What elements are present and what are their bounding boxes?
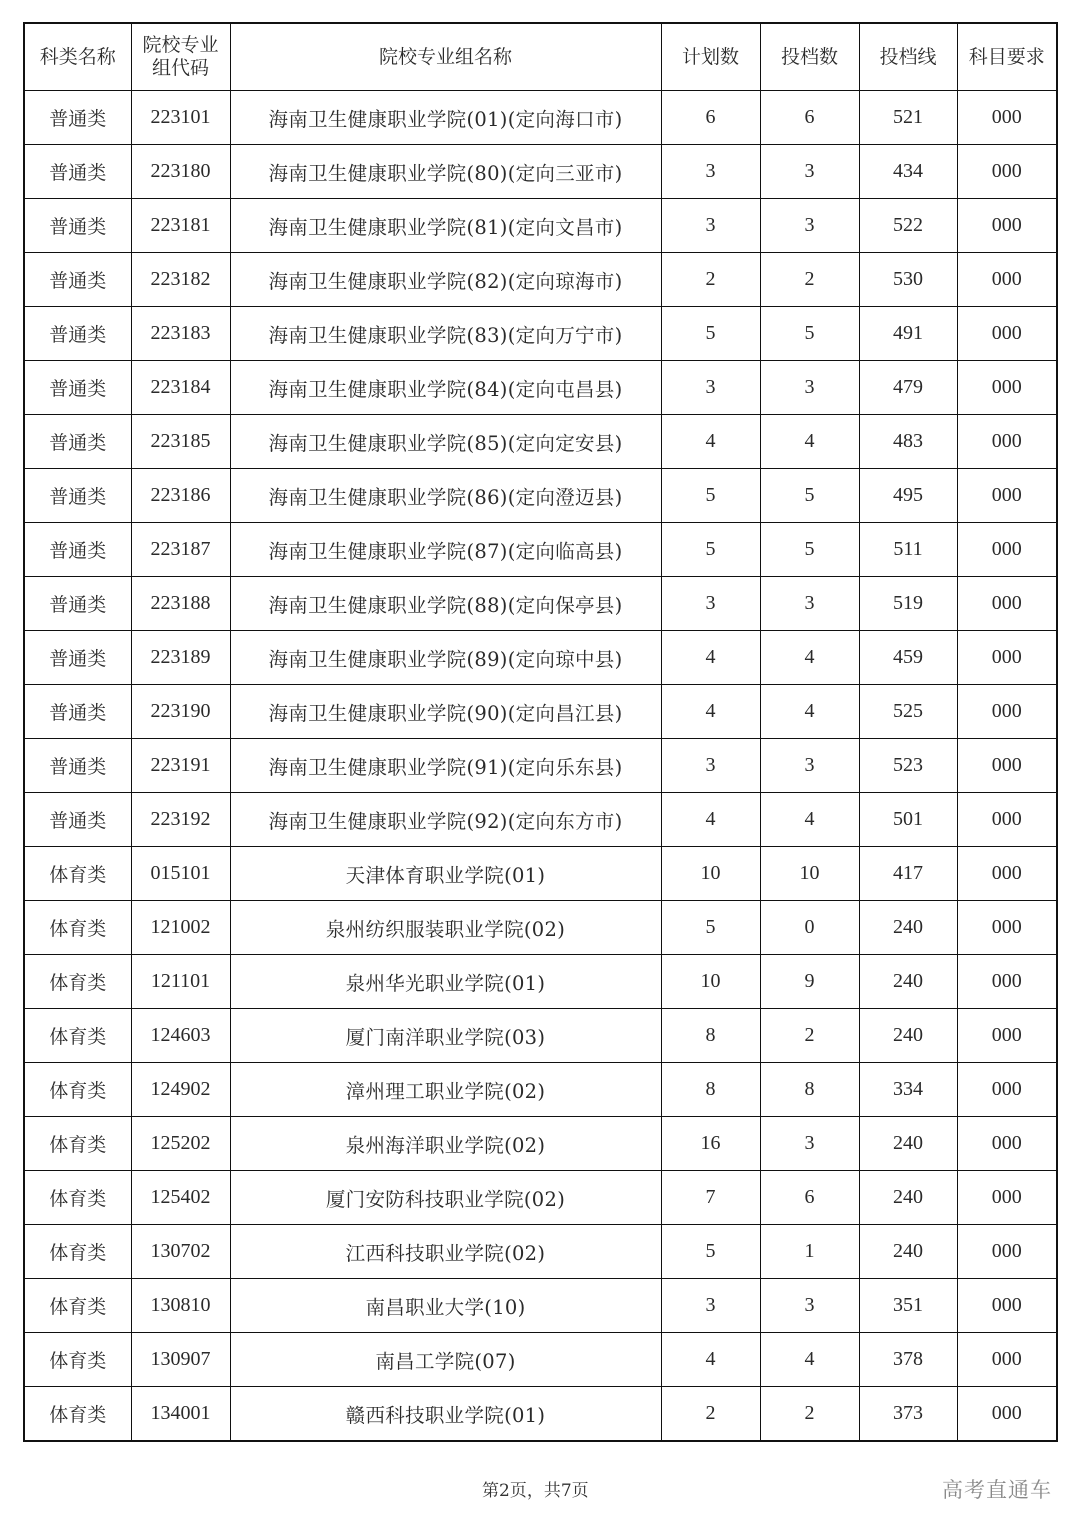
subject-requirement-cell: 000	[957, 91, 1057, 145]
filed-count-cell: 4	[760, 1333, 859, 1387]
cutoff-score-cell: 530	[859, 253, 957, 307]
table-row	[24, 145, 1057, 199]
plan-count-cell: 3	[661, 739, 760, 793]
filed-count-cell: 0	[760, 901, 859, 955]
table-row	[24, 415, 1057, 469]
table-row	[24, 901, 1057, 955]
group-code-cell: 223181	[131, 199, 230, 253]
filed-count-cell: 4	[760, 631, 859, 685]
subject-requirement-cell: 000	[957, 1225, 1057, 1279]
plan-count-cell: 2	[661, 1387, 760, 1442]
group-code-cell: 015101	[131, 847, 230, 901]
cutoff-score-cell: 521	[859, 91, 957, 145]
filed-count-cell: 3	[760, 739, 859, 793]
table-row	[24, 1171, 1057, 1225]
category-cell: 体育类	[24, 901, 131, 955]
table-row	[24, 1333, 1057, 1387]
group-code-cell: 223188	[131, 577, 230, 631]
header-subject-requirement: 科目要求	[957, 23, 1057, 91]
subject-requirement-cell: 000	[957, 199, 1057, 253]
table-row	[24, 1063, 1057, 1117]
table-row	[24, 253, 1057, 307]
plan-count-cell: 4	[661, 415, 760, 469]
group-name-cell: 赣西科技职业学院(01)	[230, 1387, 661, 1442]
category-cell: 体育类	[24, 1387, 131, 1442]
category-cell: 普通类	[24, 793, 131, 847]
cutoff-score-cell: 491	[859, 307, 957, 361]
cutoff-score-cell: 495	[859, 469, 957, 523]
plan-count-cell: 3	[661, 145, 760, 199]
group-code-cell: 130810	[131, 1279, 230, 1333]
subject-requirement-cell: 000	[957, 253, 1057, 307]
subject-requirement-cell: 000	[957, 685, 1057, 739]
table-row	[24, 1387, 1057, 1442]
table-row	[24, 577, 1057, 631]
group-code-cell: 223186	[131, 469, 230, 523]
group-name-cell: 海南卫生健康职业学院(92)(定向东方市)	[230, 793, 661, 847]
subject-requirement-cell: 000	[957, 469, 1057, 523]
group-code-cell: 223183	[131, 307, 230, 361]
group-code-cell: 134001	[131, 1387, 230, 1442]
filed-count-cell: 6	[760, 91, 859, 145]
cutoff-score-cell: 479	[859, 361, 957, 415]
header-group-name: 院校专业组名称	[230, 23, 661, 91]
plan-count-cell: 2	[661, 253, 760, 307]
plan-count-cell: 5	[661, 469, 760, 523]
table-row	[24, 469, 1057, 523]
header-category: 科类名称	[24, 23, 131, 91]
watermark-brand: 高考直通车	[942, 1478, 1052, 1502]
group-name-cell: 海南卫生健康职业学院(83)(定向万宁市)	[230, 307, 661, 361]
category-cell: 体育类	[24, 955, 131, 1009]
filed-count-cell: 5	[760, 523, 859, 577]
category-cell: 体育类	[24, 1333, 131, 1387]
category-cell: 体育类	[24, 1279, 131, 1333]
group-code-cell: 223101	[131, 91, 230, 145]
subject-requirement-cell: 000	[957, 145, 1057, 199]
group-code-cell: 223184	[131, 361, 230, 415]
cutoff-score-cell: 240	[859, 1009, 957, 1063]
category-cell: 普通类	[24, 739, 131, 793]
category-cell: 普通类	[24, 523, 131, 577]
subject-requirement-cell: 000	[957, 1387, 1057, 1442]
subject-requirement-cell: 000	[957, 577, 1057, 631]
header-group-code-line2: 组代码	[151, 57, 209, 79]
table-row	[24, 739, 1057, 793]
group-code-cell: 130702	[131, 1225, 230, 1279]
group-code-cell: 223185	[131, 415, 230, 469]
subject-requirement-cell: 000	[957, 1009, 1057, 1063]
filed-count-cell: 6	[760, 1171, 859, 1225]
category-cell: 体育类	[24, 1009, 131, 1063]
filed-count-cell: 9	[760, 955, 859, 1009]
category-cell: 普通类	[24, 685, 131, 739]
plan-count-cell: 8	[661, 1009, 760, 1063]
group-code-cell: 223191	[131, 739, 230, 793]
group-code-cell: 125202	[131, 1117, 230, 1171]
cutoff-score-cell: 434	[859, 145, 957, 199]
cutoff-score-cell: 240	[859, 901, 957, 955]
filed-count-cell: 2	[760, 1009, 859, 1063]
group-code-cell: 124902	[131, 1063, 230, 1117]
plan-count-cell: 5	[661, 901, 760, 955]
table-row	[24, 1009, 1057, 1063]
category-cell: 普通类	[24, 307, 131, 361]
cutoff-score-cell: 351	[859, 1279, 957, 1333]
group-name-cell: 天津体育职业学院(01)	[230, 847, 661, 901]
category-cell: 体育类	[24, 847, 131, 901]
subject-requirement-cell: 000	[957, 1171, 1057, 1225]
cutoff-score-cell: 525	[859, 685, 957, 739]
category-cell: 普通类	[24, 577, 131, 631]
table-row	[24, 847, 1057, 901]
category-cell: 普通类	[24, 631, 131, 685]
table-row	[24, 307, 1057, 361]
group-code-cell: 121101	[131, 955, 230, 1009]
table-row	[24, 1117, 1057, 1171]
filed-count-cell: 3	[760, 577, 859, 631]
filed-count-cell: 2	[760, 1387, 859, 1442]
filed-count-cell: 3	[760, 199, 859, 253]
category-cell: 体育类	[24, 1171, 131, 1225]
filed-count-cell: 3	[760, 361, 859, 415]
plan-count-cell: 4	[661, 1333, 760, 1387]
subject-requirement-cell: 000	[957, 901, 1057, 955]
group-code-cell: 223182	[131, 253, 230, 307]
group-name-cell: 江西科技职业学院(02)	[230, 1225, 661, 1279]
category-cell: 普通类	[24, 199, 131, 253]
plan-count-cell: 3	[661, 199, 760, 253]
table-row	[24, 523, 1057, 577]
plan-count-cell: 5	[661, 307, 760, 361]
group-code-cell: 125402	[131, 1171, 230, 1225]
header-plan-count: 计划数	[661, 23, 760, 91]
plan-count-cell: 3	[661, 1279, 760, 1333]
cutoff-score-cell: 519	[859, 577, 957, 631]
category-cell: 体育类	[24, 1063, 131, 1117]
group-name-cell: 海南卫生健康职业学院(87)(定向临高县)	[230, 523, 661, 577]
filed-count-cell: 3	[760, 1117, 859, 1171]
admission-table	[23, 22, 1058, 1442]
table-row	[24, 199, 1057, 253]
cutoff-score-cell: 459	[859, 631, 957, 685]
cutoff-score-cell: 522	[859, 199, 957, 253]
table-row	[24, 631, 1057, 685]
plan-count-cell: 3	[661, 577, 760, 631]
plan-count-cell: 5	[661, 523, 760, 577]
subject-requirement-cell: 000	[957, 793, 1057, 847]
category-cell: 普通类	[24, 361, 131, 415]
table-row	[24, 685, 1057, 739]
plan-count-cell: 5	[661, 1225, 760, 1279]
group-code-cell: 124603	[131, 1009, 230, 1063]
group-name-cell: 南昌工学院(07)	[230, 1333, 661, 1387]
subject-requirement-cell: 000	[957, 631, 1057, 685]
filed-count-cell: 4	[760, 793, 859, 847]
group-name-cell: 海南卫生健康职业学院(82)(定向琼海市)	[230, 253, 661, 307]
group-name-cell: 海南卫生健康职业学院(89)(定向琼中县)	[230, 631, 661, 685]
group-code-cell: 121002	[131, 901, 230, 955]
category-cell: 普通类	[24, 253, 131, 307]
cutoff-score-cell: 378	[859, 1333, 957, 1387]
table-row	[24, 361, 1057, 415]
group-name-cell: 漳州理工职业学院(02)	[230, 1063, 661, 1117]
group-name-cell: 海南卫生健康职业学院(85)(定向定安县)	[230, 415, 661, 469]
table-header-row	[24, 23, 1057, 91]
filed-count-cell: 4	[760, 685, 859, 739]
filed-count-cell: 2	[760, 253, 859, 307]
group-code-cell: 223190	[131, 685, 230, 739]
category-cell: 普通类	[24, 469, 131, 523]
cutoff-score-cell: 523	[859, 739, 957, 793]
header-group-code-line1: 院校专业	[142, 34, 219, 56]
cutoff-score-cell: 240	[859, 955, 957, 1009]
group-name-cell: 厦门安防科技职业学院(02)	[230, 1171, 661, 1225]
filed-count-cell: 3	[760, 1279, 859, 1333]
group-name-cell: 海南卫生健康职业学院(81)(定向文昌市)	[230, 199, 661, 253]
category-cell: 普通类	[24, 145, 131, 199]
group-name-cell: 海南卫生健康职业学院(80)(定向三亚市)	[230, 145, 661, 199]
subject-requirement-cell: 000	[957, 307, 1057, 361]
subject-requirement-cell: 000	[957, 1063, 1057, 1117]
header-filed-count: 投档数	[760, 23, 859, 91]
category-cell: 体育类	[24, 1117, 131, 1171]
group-code-cell: 223180	[131, 145, 230, 199]
plan-count-cell: 6	[661, 91, 760, 145]
plan-count-cell: 10	[661, 847, 760, 901]
plan-count-cell: 10	[661, 955, 760, 1009]
page-indicator: 第2页，共7页	[482, 1481, 589, 1501]
plan-count-cell: 4	[661, 685, 760, 739]
filed-count-cell: 5	[760, 307, 859, 361]
group-name-cell: 海南卫生健康职业学院(91)(定向乐东县)	[230, 739, 661, 793]
cutoff-score-cell: 334	[859, 1063, 957, 1117]
subject-requirement-cell: 000	[957, 1279, 1057, 1333]
group-name-cell: 海南卫生健康职业学院(86)(定向澄迈县)	[230, 469, 661, 523]
subject-requirement-cell: 000	[957, 739, 1057, 793]
group-name-cell: 南昌职业大学(10)	[230, 1279, 661, 1333]
subject-requirement-cell: 000	[957, 523, 1057, 577]
group-code-cell: 223189	[131, 631, 230, 685]
plan-count-cell: 16	[661, 1117, 760, 1171]
plan-count-cell: 8	[661, 1063, 760, 1117]
filed-count-cell: 3	[760, 145, 859, 199]
filed-count-cell: 8	[760, 1063, 859, 1117]
table-row	[24, 91, 1057, 145]
cutoff-score-cell: 240	[859, 1117, 957, 1171]
group-name-cell: 泉州纺织服装职业学院(02)	[230, 901, 661, 955]
group-name-cell: 海南卫生健康职业学院(84)(定向屯昌县)	[230, 361, 661, 415]
subject-requirement-cell: 000	[957, 955, 1057, 1009]
subject-requirement-cell: 000	[957, 1333, 1057, 1387]
category-cell: 普通类	[24, 91, 131, 145]
group-name-cell: 海南卫生健康职业学院(90)(定向昌江县)	[230, 685, 661, 739]
table-body	[24, 91, 1057, 1442]
plan-count-cell: 4	[661, 631, 760, 685]
cutoff-score-cell: 511	[859, 523, 957, 577]
table-row	[24, 1279, 1057, 1333]
cutoff-score-cell: 501	[859, 793, 957, 847]
table-row	[24, 793, 1057, 847]
group-name-cell: 厦门南洋职业学院(03)	[230, 1009, 661, 1063]
group-code-cell: 223187	[131, 523, 230, 577]
group-code-cell: 223192	[131, 793, 230, 847]
plan-count-cell: 7	[661, 1171, 760, 1225]
cutoff-score-cell: 240	[859, 1225, 957, 1279]
subject-requirement-cell: 000	[957, 415, 1057, 469]
cutoff-score-cell: 417	[859, 847, 957, 901]
filed-count-cell: 4	[760, 415, 859, 469]
plan-count-cell: 4	[661, 793, 760, 847]
filed-count-cell: 1	[760, 1225, 859, 1279]
group-code-cell: 130907	[131, 1333, 230, 1387]
header-cutoff-score: 投档线	[859, 23, 957, 91]
subject-requirement-cell: 000	[957, 847, 1057, 901]
group-name-cell: 泉州海洋职业学院(02)	[230, 1117, 661, 1171]
category-cell: 体育类	[24, 1225, 131, 1279]
table-row	[24, 1225, 1057, 1279]
header-group-code	[131, 23, 230, 91]
group-name-cell: 海南卫生健康职业学院(88)(定向保亭县)	[230, 577, 661, 631]
plan-count-cell: 3	[661, 361, 760, 415]
subject-requirement-cell: 000	[957, 1117, 1057, 1171]
category-cell: 普通类	[24, 415, 131, 469]
group-name-cell: 海南卫生健康职业学院(01)(定向海口市)	[230, 91, 661, 145]
table-row	[24, 955, 1057, 1009]
cutoff-score-cell: 373	[859, 1387, 957, 1442]
filed-count-cell: 5	[760, 469, 859, 523]
group-name-cell: 泉州华光职业学院(01)	[230, 955, 661, 1009]
cutoff-score-cell: 240	[859, 1171, 957, 1225]
cutoff-score-cell: 483	[859, 415, 957, 469]
filed-count-cell: 10	[760, 847, 859, 901]
subject-requirement-cell: 000	[957, 361, 1057, 415]
